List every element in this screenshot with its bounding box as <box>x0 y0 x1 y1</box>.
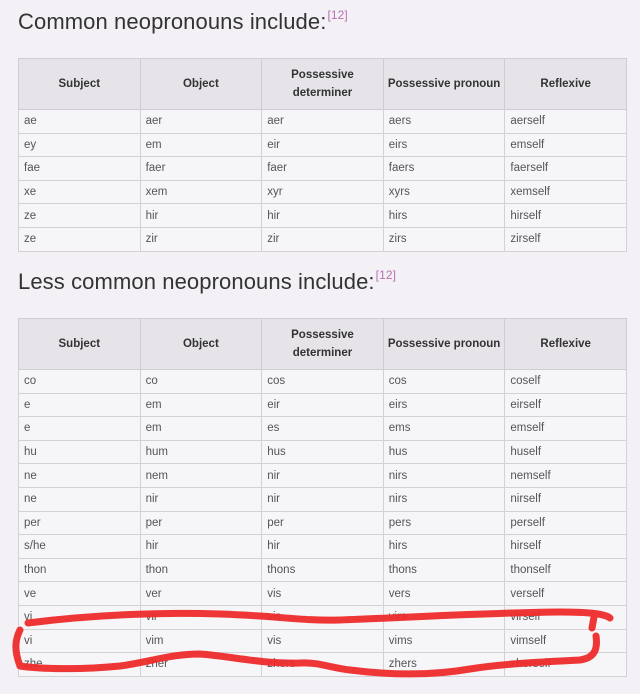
cell-possessive-pronoun: eirs <box>383 393 505 417</box>
cell-object: em <box>140 133 262 157</box>
column-header-possessive-determiner: Possessive determiner <box>262 319 384 370</box>
table-row <box>19 582 627 606</box>
cell-subject: zhe <box>19 653 141 677</box>
cell-object: nir <box>140 487 262 511</box>
cell-possessive-pronoun: aers <box>383 110 505 134</box>
cell-possessive-determiner: nir <box>262 487 384 511</box>
cell-reflexive: xemself <box>505 180 627 204</box>
column-header-subject: Subject <box>19 59 141 110</box>
cell-subject: xe <box>19 180 141 204</box>
cell-possessive-determiner: vis <box>262 629 384 653</box>
column-header-possessive-pronoun: Possessive pronoun <box>383 59 505 110</box>
cell-possessive-determiner: vis <box>262 582 384 606</box>
table-row <box>19 464 627 488</box>
cell-object: ver <box>140 582 262 606</box>
cell-subject: ne <box>19 487 141 511</box>
cell-reflexive: nemself <box>505 464 627 488</box>
cell-possessive-determiner: aer <box>262 110 384 134</box>
cell-possessive-determiner: zhers <box>262 653 384 677</box>
cell-possessive-pronoun: cos <box>383 370 505 394</box>
column-header-reflexive: Reflexive <box>505 59 627 110</box>
cell-possessive-determiner: nir <box>262 464 384 488</box>
cell-possessive-pronoun: xyrs <box>383 180 505 204</box>
column-header-possessive-determiner: Possessive determiner <box>262 59 384 110</box>
cell-possessive-pronoun: zhers <box>383 653 505 677</box>
cell-object: vim <box>140 629 262 653</box>
heading-text: Less common neopronouns include: <box>18 269 375 294</box>
cell-object: zher <box>140 653 262 677</box>
table-row <box>19 110 627 134</box>
cell-object: hir <box>140 204 262 228</box>
table-row <box>19 393 627 417</box>
cell-subject: hu <box>19 440 141 464</box>
table-row <box>19 535 627 559</box>
cell-possessive-pronoun: zirs <box>383 227 505 251</box>
cell-possessive-determiner: hir <box>262 535 384 559</box>
cell-object: per <box>140 511 262 535</box>
cell-possessive-pronoun: ems <box>383 417 505 441</box>
cell-possessive-determiner: eir <box>262 133 384 157</box>
cell-possessive-determiner: hir <box>262 204 384 228</box>
table-header-row <box>19 319 627 370</box>
column-header-possessive-pronoun: Possessive pronoun <box>383 319 505 370</box>
cell-reflexive: huself <box>505 440 627 464</box>
cell-reflexive: aerself <box>505 110 627 134</box>
cell-object: co <box>140 370 262 394</box>
cell-possessive-determiner: faer <box>262 157 384 181</box>
column-header-object: Object <box>140 59 262 110</box>
cell-object: em <box>140 417 262 441</box>
cell-reflexive: emself <box>505 417 627 441</box>
cell-reflexive: hirself <box>505 535 627 559</box>
less-common-neopronouns-table <box>18 318 627 677</box>
cell-possessive-determiner: vis <box>262 605 384 629</box>
heading-text: Common neopronouns include: <box>18 9 327 34</box>
table-row <box>19 629 627 653</box>
cell-possessive-pronoun: vers <box>383 582 505 606</box>
table-row <box>19 511 627 535</box>
table-row <box>19 440 627 464</box>
cell-object: zir <box>140 227 262 251</box>
section-heading-common <box>18 8 348 35</box>
cell-reflexive: thonself <box>505 558 627 582</box>
cell-possessive-pronoun: nirs <box>383 487 505 511</box>
cell-possessive-pronoun: eirs <box>383 133 505 157</box>
citation-link[interactable]: [12] <box>327 8 348 22</box>
cell-possessive-determiner: zir <box>262 227 384 251</box>
cell-subject: fae <box>19 157 141 181</box>
cell-possessive-determiner: xyr <box>262 180 384 204</box>
common-neopronouns-table <box>18 58 627 252</box>
cell-possessive-determiner: eir <box>262 393 384 417</box>
column-header-subject: Subject <box>19 319 141 370</box>
cell-reflexive: faerself <box>505 157 627 181</box>
cell-reflexive: hirself <box>505 204 627 228</box>
table-row <box>19 370 627 394</box>
cell-subject: e <box>19 417 141 441</box>
cell-subject: ze <box>19 227 141 251</box>
cell-object: hir <box>140 535 262 559</box>
cell-possessive-determiner: hus <box>262 440 384 464</box>
cell-subject: vi <box>19 605 141 629</box>
table-header-row <box>19 59 627 110</box>
cell-subject: ze <box>19 204 141 228</box>
cell-possessive-pronoun: nirs <box>383 464 505 488</box>
cell-possessive-pronoun: hirs <box>383 204 505 228</box>
cell-reflexive: nirself <box>505 487 627 511</box>
table-row <box>19 227 627 251</box>
cell-subject: e <box>19 393 141 417</box>
cell-subject: thon <box>19 558 141 582</box>
cell-object: faer <box>140 157 262 181</box>
table-row <box>19 133 627 157</box>
table-row <box>19 605 627 629</box>
cell-subject: co <box>19 370 141 394</box>
cell-possessive-determiner: es <box>262 417 384 441</box>
cell-reflexive: zherself <box>505 653 627 677</box>
cell-possessive-pronoun: vims <box>383 629 505 653</box>
cell-possessive-determiner: cos <box>262 370 384 394</box>
cell-reflexive: perself <box>505 511 627 535</box>
cell-object: aer <box>140 110 262 134</box>
table-row <box>19 487 627 511</box>
cell-possessive-determiner: thons <box>262 558 384 582</box>
cell-object: hum <box>140 440 262 464</box>
cell-object: vir <box>140 605 262 629</box>
cell-reflexive: verself <box>505 582 627 606</box>
cell-subject: ey <box>19 133 141 157</box>
cell-reflexive: zirself <box>505 227 627 251</box>
cell-possessive-pronoun: virs <box>383 605 505 629</box>
cell-reflexive: emself <box>505 133 627 157</box>
cell-subject: ne <box>19 464 141 488</box>
cell-reflexive: eirself <box>505 393 627 417</box>
section-heading-less-common <box>18 268 396 295</box>
cell-object: em <box>140 393 262 417</box>
table-row <box>19 204 627 228</box>
cell-possessive-pronoun: faers <box>383 157 505 181</box>
table-row <box>19 558 627 582</box>
cell-object: xem <box>140 180 262 204</box>
table-row <box>19 157 627 181</box>
cell-possessive-determiner: per <box>262 511 384 535</box>
cell-possessive-pronoun: hus <box>383 440 505 464</box>
cell-object: thon <box>140 558 262 582</box>
table-row <box>19 417 627 441</box>
cell-object: nem <box>140 464 262 488</box>
cell-subject: vi <box>19 629 141 653</box>
cell-reflexive: vimself <box>505 629 627 653</box>
table-row <box>19 653 627 677</box>
cell-possessive-pronoun: hirs <box>383 535 505 559</box>
cell-possessive-pronoun: pers <box>383 511 505 535</box>
cell-subject: ae <box>19 110 141 134</box>
column-header-object: Object <box>140 319 262 370</box>
table-row <box>19 180 627 204</box>
cell-possessive-pronoun: thons <box>383 558 505 582</box>
column-header-reflexive: Reflexive <box>505 319 627 370</box>
cell-reflexive: coself <box>505 370 627 394</box>
cell-reflexive: virself <box>505 605 627 629</box>
cell-subject: s/he <box>19 535 141 559</box>
citation-link[interactable]: [12] <box>375 268 397 282</box>
cell-subject: per <box>19 511 141 535</box>
cell-subject: ve <box>19 582 141 606</box>
